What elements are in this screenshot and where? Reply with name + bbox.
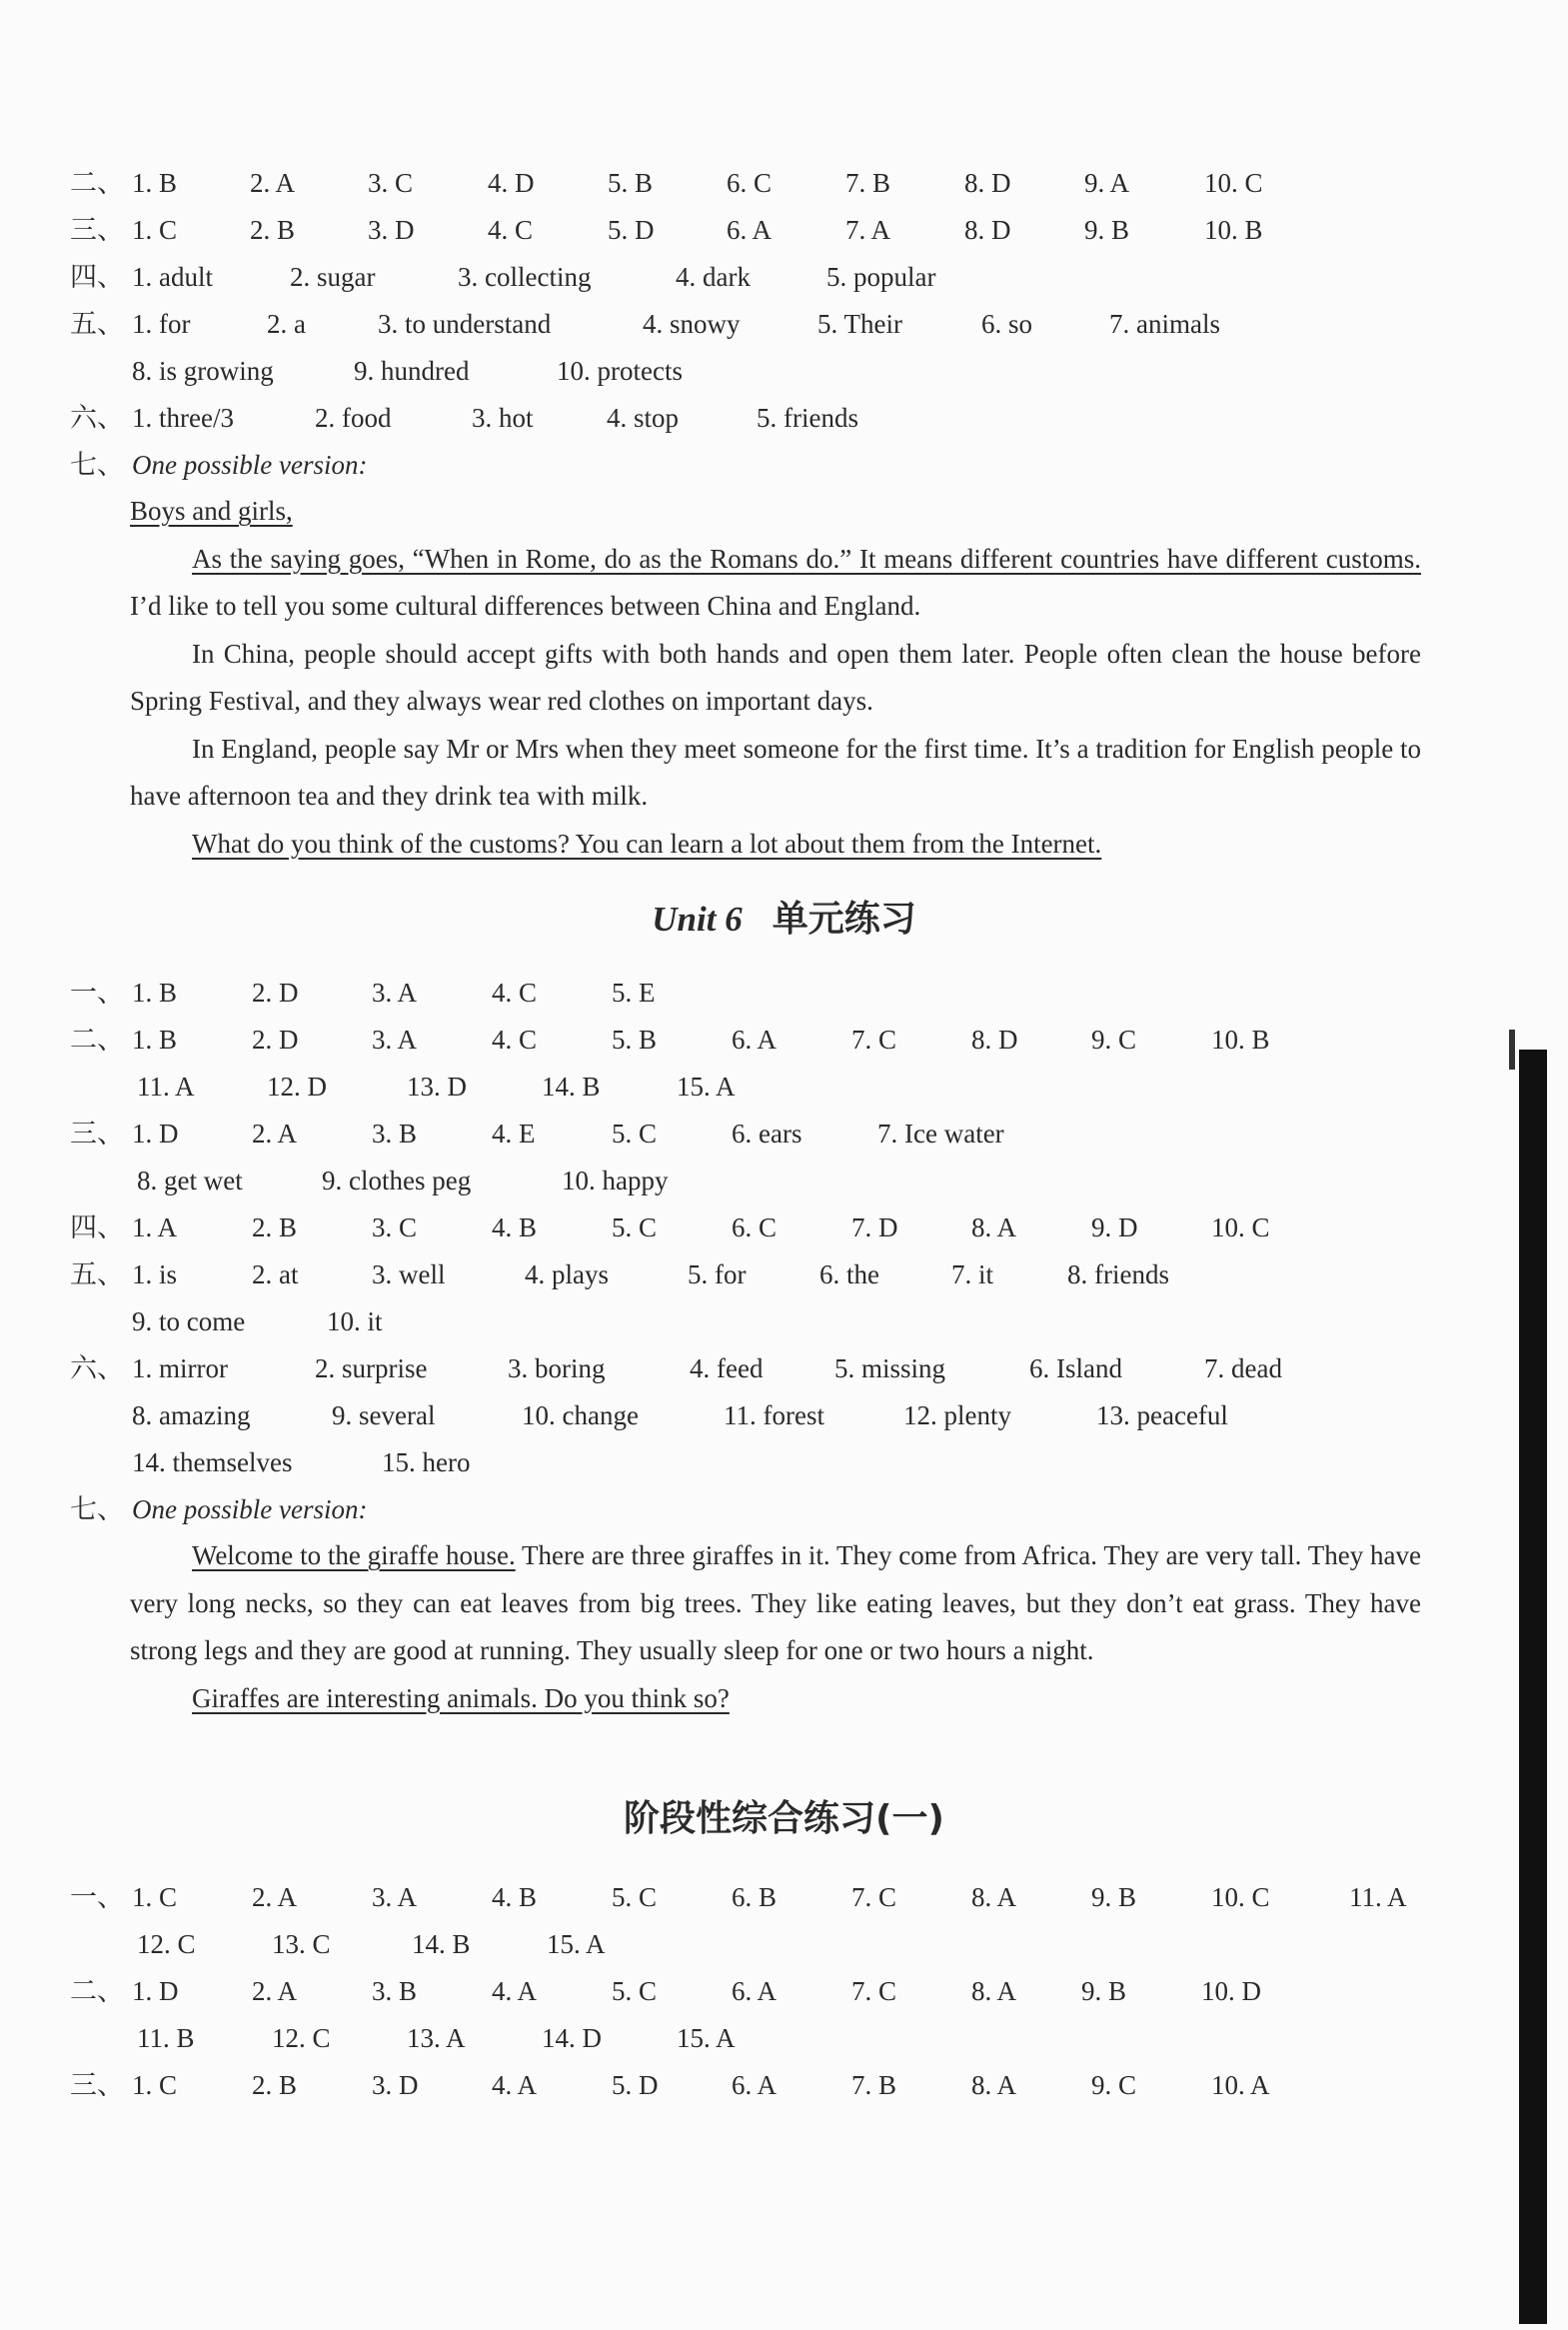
answer-item: 8. A — [971, 1882, 1017, 1912]
section-label: 六、 — [70, 1353, 124, 1383]
answer-item: 4. C — [492, 1025, 538, 1055]
answer-item: 15. hero — [382, 1447, 471, 1477]
answer-item: 1. C — [132, 1882, 178, 1912]
section-label: 四、 — [70, 1212, 124, 1242]
answer-item: 9. C — [1091, 2070, 1137, 2100]
answer-item: 5. popular — [826, 262, 936, 292]
u6-sec3-row-cont — [132, 1158, 1488, 1204]
answer-item: 3. collecting — [458, 262, 592, 292]
answer-item: 7. D — [851, 1212, 898, 1242]
stage-sec1-row — [70, 1874, 1488, 1921]
page-edge-shadow — [1519, 1050, 1547, 2324]
answer-item: 4. C — [488, 215, 534, 245]
answer-item: 3. C — [368, 168, 414, 198]
answer-item: 4. B — [492, 1212, 538, 1242]
answer-item: 14. themselves — [132, 1447, 293, 1477]
answer-item: 7. dead — [1204, 1353, 1282, 1383]
answer-item: 4. B — [492, 1882, 538, 1912]
answer-item: 1. A — [132, 1212, 178, 1242]
answer-item: 1. three/3 — [132, 403, 234, 433]
section-label: 二、 — [70, 168, 124, 198]
answer-item: 9. hundred — [354, 356, 470, 386]
answer-item: 11. A — [137, 1072, 195, 1102]
essay-greeting: Boys and girls, — [130, 496, 293, 526]
answer-item: 8. get wet — [137, 1165, 243, 1195]
answer-item: 8. D — [971, 1025, 1018, 1055]
u5-sample-essay — [130, 488, 1421, 868]
answer-item: 2. B — [252, 1212, 298, 1242]
stage-sec3-row — [70, 2062, 1488, 2109]
section-label: 四、 — [70, 262, 124, 292]
answer-item: 9. B — [1084, 215, 1130, 245]
answer-item: 6. A — [732, 1025, 778, 1055]
sample-intro: One possible version: — [132, 450, 368, 480]
answer-item: 1. is — [132, 1259, 178, 1289]
answer-item: 10. C — [1204, 168, 1263, 198]
answer-item: 3. well — [372, 1259, 446, 1289]
answer-item: 10. D — [1201, 1976, 1261, 2006]
answer-item: 7. animals — [1109, 309, 1220, 339]
answer-item: 7. B — [851, 2070, 897, 2100]
answer-item: 2. A — [252, 1119, 298, 1149]
answer-item: 3. A — [372, 978, 418, 1008]
section-label: 二、 — [70, 1025, 124, 1055]
answer-item: 9. D — [1091, 1212, 1138, 1242]
answer-item: 13. peaceful — [1096, 1400, 1228, 1430]
answer-item: 4. A — [492, 1976, 538, 2006]
u6-sec7-row — [70, 1486, 1488, 1533]
answer-item: 12. C — [272, 2023, 331, 2053]
answer-item: 15. A — [547, 1929, 606, 1959]
u5-sec7-row — [70, 442, 1488, 489]
answer-item: 4. dark — [676, 262, 751, 292]
essay-paragraph: In China, people should accept gifts with both hands and open them later. People often clean the house before Spring Festival, and they always wear red clothes on important days. — [130, 638, 1421, 716]
answer-item: 6. C — [727, 168, 773, 198]
answer-item: 15. A — [677, 1072, 736, 1102]
answer-item: 10. C — [1211, 1212, 1270, 1242]
answer-item: 1. adult — [132, 262, 213, 292]
answer-item: 3. boring — [508, 1353, 606, 1383]
answer-item: 8. A — [971, 1212, 1017, 1242]
u6-sec1-row — [70, 970, 1488, 1017]
answer-item: 13. A — [407, 2023, 466, 2053]
answer-item: 7. B — [845, 168, 891, 198]
unit6-title-en: Unit 6 — [652, 900, 743, 939]
answer-item: 5. C — [612, 1212, 658, 1242]
stage-sec1-row-cont — [132, 1921, 1488, 1968]
answer-item: 7. it — [951, 1259, 994, 1289]
u6-sec6-row — [70, 1345, 1488, 1392]
answer-item: 6. B — [732, 1882, 778, 1912]
answer-item: 8. A — [971, 2070, 1017, 2100]
answer-item: 5. C — [612, 1976, 658, 2006]
answer-item: 1. for — [132, 309, 191, 339]
u6-sec5-row-cont — [132, 1298, 1488, 1345]
answer-item: 6. ears — [732, 1119, 802, 1149]
answer-item: 1. C — [132, 2070, 178, 2100]
answer-item: 11. A — [1349, 1882, 1407, 1912]
stage-sec2-row-cont — [132, 2015, 1488, 2062]
answer-item: 10. B — [1204, 215, 1263, 245]
answer-item: 9. A — [1084, 168, 1130, 198]
answer-item: 3. B — [372, 1119, 418, 1149]
essay-conclusion: Giraffes are interesting animals. Do you think so? — [192, 1682, 730, 1713]
answer-item: 10. C — [1211, 1882, 1270, 1912]
answer-item: 13. C — [272, 1929, 331, 1959]
unit6-title-cn: 单元练习 — [772, 899, 916, 940]
answer-item: 2. A — [250, 168, 296, 198]
answer-item: 10. it — [327, 1306, 383, 1336]
answer-item: 5. D — [608, 215, 655, 245]
answer-item: 7. C — [851, 1882, 897, 1912]
u5-sec5-row-cont — [132, 348, 1488, 395]
u5-sec3-row — [70, 207, 1488, 254]
answer-item: 5. B — [612, 1025, 658, 1055]
answer-item: 3. D — [372, 2070, 419, 2100]
essay-conclusion: What do you think of the customs? You can learn a lot about them from the Internet. — [192, 828, 1102, 859]
answer-item: 15. A — [677, 2023, 736, 2053]
answer-item: 7. A — [845, 215, 891, 245]
answer-item: 6. Island — [1029, 1353, 1122, 1383]
section-label: 三、 — [70, 2070, 124, 2100]
essay-topic-sentence: Welcome to the giraffe house. — [192, 1540, 516, 1570]
answer-item: 5. missing — [834, 1353, 946, 1383]
u5-sec4-row — [70, 254, 1488, 301]
answer-item: 4. stop — [607, 403, 680, 433]
stage-sec2-row — [70, 1968, 1488, 2015]
answer-item: 1. D — [132, 1119, 179, 1149]
answer-item: 4. snowy — [643, 309, 741, 339]
answer-item: 6. C — [732, 1212, 778, 1242]
answer-item: 2. A — [252, 1976, 298, 2006]
section-label: 一、 — [70, 1882, 124, 1912]
answer-item: 5. E — [612, 978, 656, 1008]
answer-item: 2. surprise — [315, 1353, 428, 1383]
answer-item: 1. mirror — [132, 1353, 228, 1383]
answer-item: 3. to understand — [378, 309, 552, 339]
answer-item: 8. is growing — [132, 356, 274, 386]
u6-sec6-row-cont — [132, 1392, 1488, 1439]
answer-item: 3. D — [368, 215, 415, 245]
section-label: 七、 — [70, 450, 124, 480]
unit6-heading — [0, 895, 1568, 945]
essay-text: There are three giraffes in it. They come from Africa. They are very tall. They have very long necks, so they can eat leaves from big trees. They like eating leaves, but they don’t eat grass. They have strong legs and they are good at running. They usually sleep for one or two hours a night. — [130, 1540, 1421, 1665]
answer-item: 9. B — [1081, 1976, 1127, 2006]
answer-item: 2. at — [252, 1259, 299, 1289]
page-edge-shadow — [1509, 1030, 1515, 1070]
answer-item: 3. A — [372, 1882, 418, 1912]
answer-item: 10. protects — [557, 356, 683, 386]
section-label: 三、 — [70, 1119, 124, 1149]
answer-item: 6. A — [727, 215, 773, 245]
answer-item: 1. B — [132, 978, 178, 1008]
answer-item: 14. D — [542, 2023, 602, 2053]
u5-sec5-row — [70, 301, 1488, 348]
answer-item: 8. D — [964, 215, 1011, 245]
essay-topic-sentence: As the saying goes, “When in Rome, do as the Romans do.” It means different countries have different customs. — [192, 543, 1421, 574]
u6-sec2-row-cont — [132, 1064, 1488, 1111]
u6-sec4-row — [70, 1204, 1488, 1251]
answer-item: 9. C — [1091, 1025, 1137, 1055]
answer-item: 10. B — [1211, 1025, 1270, 1055]
essay-paragraph: In England, people say Mr or Mrs when they meet someone for the first time. It’s a tradition for English people to have afternoon tea and they drink tea with milk. — [130, 733, 1421, 811]
answer-item: 2. B — [250, 215, 296, 245]
answer-item: 10. A — [1211, 2070, 1270, 2100]
answer-item: 4. D — [488, 168, 535, 198]
answer-item: 7. C — [851, 1025, 897, 1055]
answer-item: 4. plays — [525, 1259, 609, 1289]
answer-item: 2. food — [315, 403, 392, 433]
answer-item: 1. C — [132, 215, 178, 245]
section-label: 二、 — [70, 1976, 124, 2006]
u6-sample-essay — [130, 1532, 1421, 1722]
answer-item: 14. B — [542, 1072, 601, 1102]
answer-item: 2. A — [252, 1882, 298, 1912]
answer-item: 6. so — [981, 309, 1033, 339]
answer-item: 9. several — [332, 1400, 436, 1430]
answer-item: 8. amazing — [132, 1400, 251, 1430]
section-label: 七、 — [70, 1494, 124, 1524]
answer-item: 10. change — [522, 1400, 639, 1430]
answer-item: 3. B — [372, 1976, 418, 2006]
answer-item: 10. happy — [562, 1165, 669, 1195]
answer-item: 4. C — [492, 978, 538, 1008]
answer-item: 2. B — [252, 2070, 298, 2100]
u5-sec2-row — [70, 160, 1488, 207]
section-label: 一、 — [70, 978, 124, 1008]
answer-item: 14. B — [412, 1929, 471, 1959]
sample-intro: One possible version: — [132, 1494, 368, 1524]
answer-item: 5. C — [612, 1882, 658, 1912]
answer-item: 3. A — [372, 1025, 418, 1055]
answer-item: 9. to come — [132, 1306, 246, 1336]
answer-item: 6. A — [732, 1976, 778, 2006]
answer-item: 8. D — [964, 168, 1011, 198]
u6-sec6-row-cont2 — [132, 1439, 1488, 1486]
answer-item: 2. a — [267, 309, 306, 339]
answer-item: 5. D — [612, 2070, 659, 2100]
answer-item: 9. clothes peg — [322, 1165, 472, 1195]
u6-sec3-row — [70, 1111, 1488, 1158]
answer-item: 1. B — [132, 168, 178, 198]
answer-item: 1. D — [132, 1976, 179, 2006]
u5-sec6-row — [70, 395, 1488, 442]
answer-item: 12. plenty — [903, 1400, 1011, 1430]
answer-item: 2. D — [252, 978, 299, 1008]
u6-sec5-row — [70, 1251, 1488, 1298]
section-label: 五、 — [70, 309, 124, 339]
answer-item: 2. sugar — [290, 262, 376, 292]
answer-item: 2. D — [252, 1025, 299, 1055]
answer-item: 3. C — [372, 1212, 418, 1242]
answer-item: 11. forest — [724, 1400, 824, 1430]
answer-item: 1. B — [132, 1025, 178, 1055]
answer-item: 4. feed — [690, 1353, 764, 1383]
answer-item: 7. C — [851, 1976, 897, 2006]
section-label: 五、 — [70, 1259, 124, 1289]
answer-item: 5. C — [612, 1119, 658, 1149]
answer-item: 13. D — [407, 1072, 467, 1102]
answer-item: 8. friends — [1067, 1259, 1169, 1289]
answer-item: 12. C — [137, 1929, 196, 1959]
answer-item: 5. Their — [817, 309, 902, 339]
answer-item: 11. B — [137, 2023, 195, 2053]
essay-text: I’d like to tell you some cultural differences between China and England. — [130, 591, 921, 621]
answer-item: 4. E — [492, 1119, 536, 1149]
section-label: 六、 — [70, 403, 124, 433]
section-label: 三、 — [70, 215, 124, 245]
answer-item: 7. Ice water — [877, 1119, 1004, 1149]
answer-item: 5. friends — [757, 403, 858, 433]
answer-item: 5. for — [688, 1259, 747, 1289]
answer-item: 5. B — [608, 168, 654, 198]
u6-sec2-row — [70, 1017, 1488, 1064]
answer-item: 4. A — [492, 2070, 538, 2100]
answer-item: 6. the — [819, 1259, 879, 1289]
answer-item: 12. D — [267, 1072, 327, 1102]
stage-review-heading: 阶段性综合练习(一) — [624, 1798, 944, 1839]
answer-item: 9. B — [1091, 1882, 1137, 1912]
answer-item: 3. hot — [472, 403, 534, 433]
answer-item: 8. A — [971, 1976, 1017, 2006]
answer-item: 6. A — [732, 2070, 778, 2100]
